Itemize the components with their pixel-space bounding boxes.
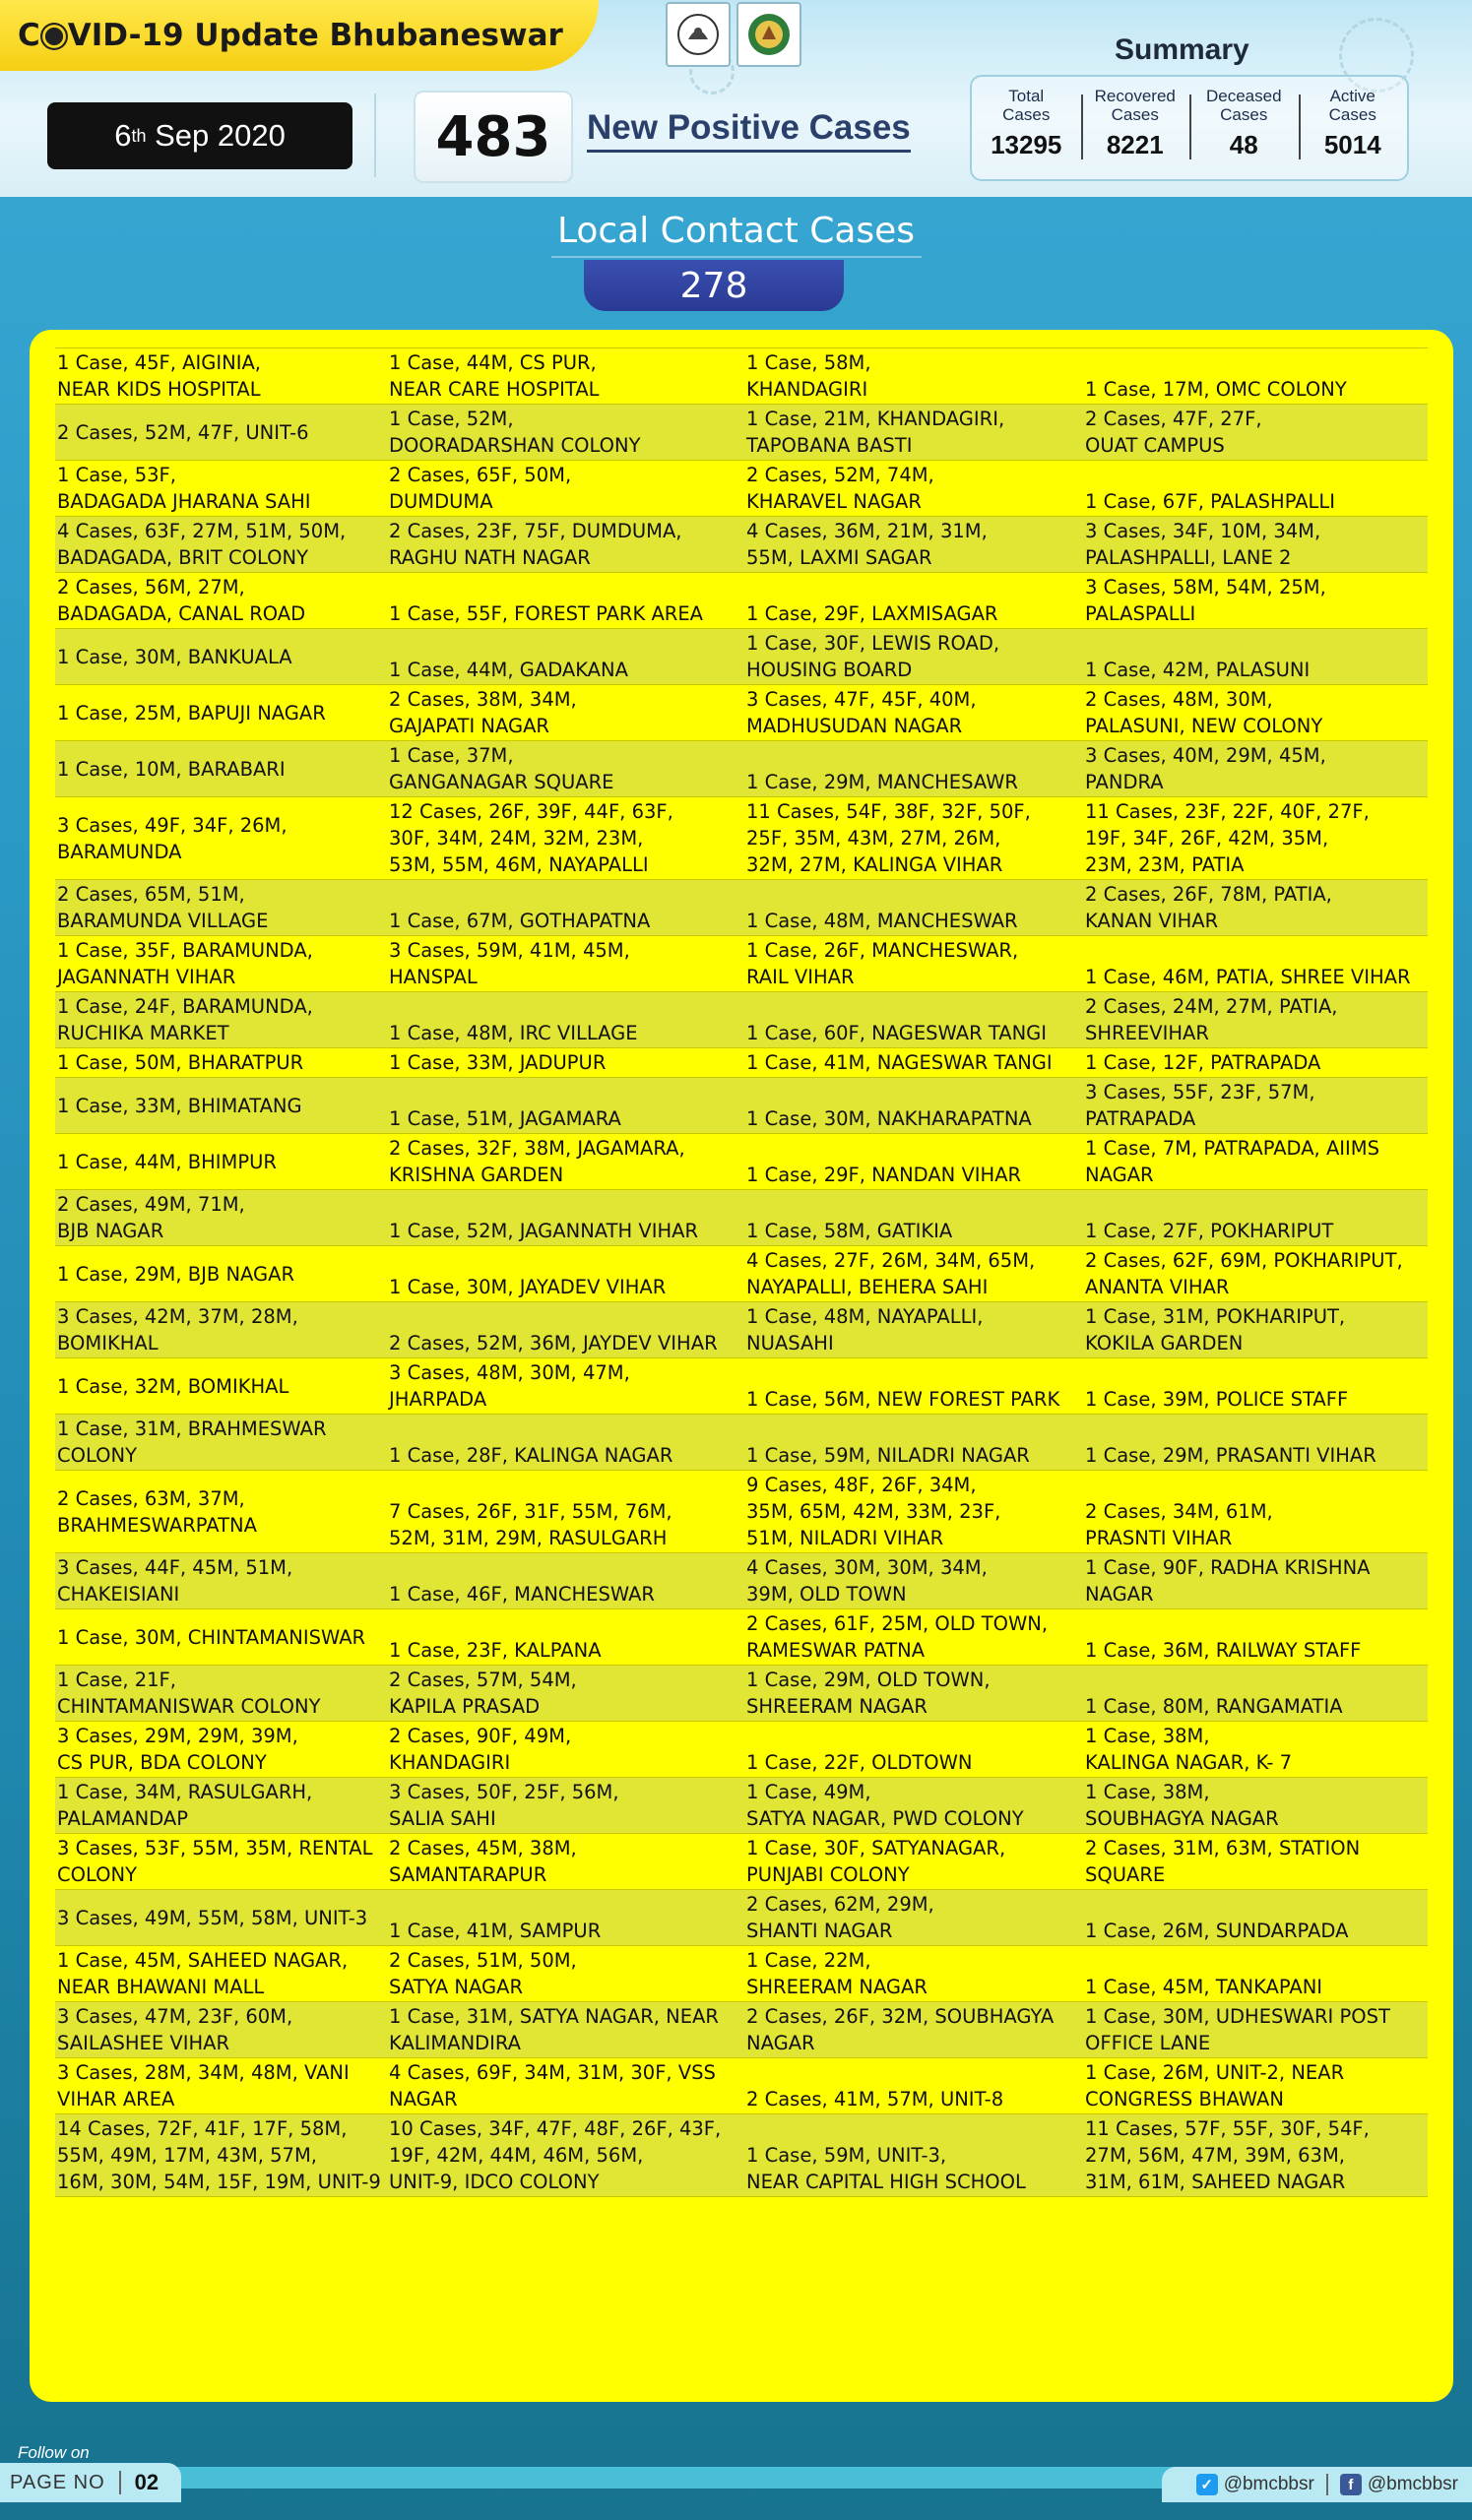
table-cell: 3 Cases, 59M, 41M, 45M, HANSPAL: [389, 939, 630, 988]
table-cell: 1 Case, 27F, POKHARIPUT: [1083, 1190, 1428, 1246]
table-cell: 3 Cases, 40M, 29M, 45M, PANDRA: [1083, 741, 1428, 797]
table-row: [55, 1471, 1428, 1553]
table-cell: 3 Cases, 47M, 23F, 60M, SAILASHEE VIHAR: [55, 2002, 387, 2058]
table-cell: 1 Case, 24F, BARAMUNDA, RUCHIKA MARKET: [55, 992, 387, 1048]
table-cell: 1 Case, 44M, CS PUR, NEAR CARE HOSPITAL: [389, 351, 600, 401]
summary-label: Recovered Cases: [1094, 87, 1176, 124]
table-row: [55, 1048, 1428, 1078]
table-cell: 1 Case, 31M, BRAHMESWAR COLONY: [55, 1415, 387, 1471]
table-row: [55, 1134, 1428, 1190]
table-cell: 3 Cases, 49F, 34F, 26M, BARAMUNDA: [57, 813, 288, 863]
table-row: [55, 1190, 1428, 1246]
table-cell: 1 Case, 35F, BARAMUNDA, JAGANNATH VIHAR: [57, 939, 313, 988]
table-cell: 3 Cases, 42M, 37M, 28M, BOMIKHAL: [55, 1302, 387, 1358]
table-row: [55, 936, 1428, 992]
table-cell: 4 Cases, 27F, 26M, 34M, 65M, NAYAPALLI, BEHERA SAHI: [746, 1249, 1036, 1298]
table-cell: 2 Cases, 57M, 54M, KAPILA PRASAD: [387, 1666, 744, 1722]
table-cell: 1 Case, 29F, LAXMISAGAR: [746, 602, 998, 625]
table-cell: 1 Case, 80M, RANGAMATIA: [1083, 1666, 1428, 1722]
table-cell: 1 Case, 44M, GADAKANA: [387, 629, 744, 685]
table-cell: 1 Case, 33M, JADUPUR: [389, 1051, 607, 1074]
table-cell: 2 Cases, 52M, 47F, UNIT-6: [55, 405, 387, 461]
table-cell: 1 Case, 36M, RAILWAY STAFF: [1085, 1639, 1362, 1662]
table-row: [55, 573, 1428, 629]
table-cell: 2 Cases, 65F, 50M, DUMDUMA: [389, 464, 572, 513]
facebook-link[interactable]: [1340, 2474, 1458, 2495]
table-cell: 1 Case, 67M, GOTHAPATNA: [387, 880, 744, 936]
table-row: [55, 685, 1428, 741]
table-cell: 1 Case, 55F, FOREST PARK AREA: [389, 602, 704, 625]
table-cell: 2 Cases, 26F, 32M, SOUBHAGYA NAGAR: [744, 2002, 1083, 2058]
cases-table: [55, 347, 1428, 2197]
table-cell: 3 Cases, 44F, 45M, 51M, CHAKEISIANI: [55, 1553, 387, 1609]
table-cell: 1 Case, 21F, CHINTAMANISWAR COLONY: [55, 1666, 387, 1722]
table-cell: 2 Cases, 61F, 25M, OLD TOWN, RAMESWAR PATNA: [746, 1612, 1049, 1662]
table-cell: 1 Case, 90F, RADHA KRISHNA NAGAR: [1083, 1553, 1428, 1609]
table-cell: 1 Case, 45M, TANKAPANI: [1085, 1976, 1323, 1998]
table-cell: 1 Case, 59M, NILADRI NAGAR: [744, 1415, 1083, 1471]
table-cell: 1 Case, 30F, SATYANAGAR, PUNJABI COLONY: [746, 1837, 1006, 1886]
page-number-tab: [0, 2463, 181, 2502]
table-cell: 4 Cases, 69F, 34M, 31M, 30F, VSS NAGAR: [389, 2061, 716, 2110]
page-label: PAGE NO: [10, 2471, 105, 2493]
table-cell: 1 Case, 29M, BJB NAGAR: [57, 1262, 295, 1286]
table-cell: 1 Case, 53F, BADAGADA JHARANA SAHI: [57, 464, 311, 513]
local-contact-count: 278: [584, 260, 844, 311]
table-cell: 2 Cases, 45M, 38M, SAMANTARAPUR: [389, 1837, 577, 1886]
summary-value: 5014: [1323, 130, 1381, 159]
table-cell: 2 Cases, 26F, 78M, PATIA, KANAN VIHAR: [1083, 880, 1428, 936]
table-row: [55, 992, 1428, 1048]
table-cell: 11 Cases, 57F, 55F, 30F, 54F, 27M, 56M, 47M, 39M, 63M, 31M, 61M, SAHEED NAGAR: [1083, 2114, 1428, 2197]
table-cell: 1 Case, 52M, DOORADARSHAN COLONY: [387, 405, 744, 461]
table-row: [55, 1834, 1428, 1890]
table-cell: 1 Case, 26F, MANCHESWAR, RAIL VIHAR: [746, 939, 1019, 988]
table-cell: 7 Cases, 26F, 31F, 55M, 76M, 52M, 31M, 29M, RASULGARH: [389, 1500, 672, 1549]
table-cell: 1 Case, 30M, JAYADEV VIHAR: [389, 1276, 667, 1298]
summary-total: [972, 77, 1081, 179]
table-cell: 1 Case, 7M, PATRAPADA, AIIMS NAGAR: [1085, 1137, 1380, 1186]
table-cell: 1 Case, 23F, KALPANA: [389, 1639, 602, 1662]
page-title: [0, 0, 599, 71]
table-row: [55, 2058, 1428, 2114]
summary-active: [1299, 77, 1408, 179]
social-separator: [1326, 2474, 1328, 2495]
table-cell: 1 Case, 22M, SHREERAM NAGAR: [746, 1949, 928, 1998]
table-row: [55, 1778, 1428, 1834]
table-row: [55, 461, 1428, 517]
report-date: [47, 102, 352, 169]
twitter-icon: ✓: [1196, 2474, 1218, 2495]
table-cell: 1 Case, 34M, RASULGARH, PALAMANDAP: [55, 1778, 387, 1834]
local-contact-title: Local Contact Cases: [556, 211, 916, 251]
table-cell: 1 Case, 56M, NEW FOREST PARK: [746, 1388, 1060, 1411]
table-row: [55, 1946, 1428, 2002]
table-cell: 1 Case, 45F, AIGINIA, NEAR KIDS HOSPITAL: [57, 351, 261, 401]
table-cell: 12 Cases, 26F, 39F, 44F, 63F, 30F, 34M, 24M, 32M, 23M, 53M, 55M, 46M, NAYAPALLI: [389, 800, 673, 876]
twitter-handle: @bmcbbsr: [1223, 2474, 1314, 2494]
title-suffix: VID-19 Update Bhubaneswar: [67, 18, 563, 53]
table-cell: 1 Case, 39M, POLICE STAFF: [1085, 1388, 1349, 1411]
table-cell: 1 Case, 22F, OLDTOWN: [746, 1751, 973, 1774]
table-row: [55, 2002, 1428, 2058]
table-row: [55, 2114, 1428, 2197]
table-cell: 1 Case, 30M, NAKHARAPATNA: [744, 1078, 1083, 1134]
table-cell: 1 Case, 38M, SOUBHAGYA NAGAR: [1083, 1778, 1428, 1834]
table-cell: 1 Case, 30F, LEWIS ROAD, HOUSING BOARD: [744, 629, 1083, 685]
table-cell: 3 Cases, 48M, 30M, 47M, JHARPADA: [389, 1361, 630, 1411]
table-cell: 2 Cases, 34M, 61M, PRASNTI VIHAR: [1085, 1500, 1273, 1549]
table-cell: 4 Cases, 63F, 27M, 51M, 50M, BADAGADA, BRIT COLONY: [55, 517, 387, 573]
table-row: [55, 1358, 1428, 1415]
table-row: [55, 1722, 1428, 1778]
table-cell: 2 Cases, 32F, 38M, JAGAMARA, KRISHNA GARDEN: [389, 1137, 685, 1186]
table-cell: 1 Case, 60F, NAGESWAR TANGI: [744, 992, 1083, 1048]
facebook-handle: @bmcbbsr: [1367, 2474, 1458, 2494]
table-row: [55, 1609, 1428, 1666]
table-cell: 1 Case, 12F, PATRAPADA: [1085, 1051, 1321, 1074]
date-suffix: th: [131, 125, 147, 146]
odisha-emblem-icon: [666, 2, 731, 67]
table-cell: 4 Cases, 36M, 21M, 31M, 55M, LAXMI SAGAR: [744, 517, 1083, 573]
table-cell: 1 Case, 21M, KHANDAGIRI, TAPOBANA BASTI: [744, 405, 1083, 461]
table-cell: 14 Cases, 72F, 41F, 17F, 58M, 55M, 49M, 17M, 43M, 57M, 16M, 30M, 54M, 15F, 19M, UNIT-9: [55, 2114, 387, 2197]
summary-deceased: [1189, 77, 1299, 179]
table-cell: 2 Cases, 90F, 49M, KHANDAGIRI: [389, 1725, 572, 1774]
summary-label: Active Cases: [1328, 87, 1376, 124]
table-cell: 1 Case, 48M, IRC VILLAGE: [387, 992, 744, 1048]
table-row: [55, 1078, 1428, 1134]
table-cell: 2 Cases, 51M, 50M, SATYA NAGAR: [389, 1949, 577, 1998]
table-cell: 1 Case, 29F, NANDAN VIHAR: [746, 1164, 1022, 1186]
table-cell: 3 Cases, 55F, 23F, 57M, PATRAPADA: [1083, 1078, 1428, 1134]
page-number: 02: [134, 2470, 160, 2494]
table-row: [55, 629, 1428, 685]
table-cell: 1 Case, 32M, BOMIKHAL: [57, 1374, 289, 1398]
table-row: [55, 1890, 1428, 1946]
table-cell: 1 Case, 46F, MANCHESWAR: [387, 1553, 744, 1609]
table-row: [55, 741, 1428, 797]
table-cell: 3 Cases, 49M, 55M, 58M, UNIT-3: [55, 1890, 387, 1946]
table-row: [55, 1246, 1428, 1302]
table-cell: 1 Case, 33M, BHIMATANG: [55, 1078, 387, 1134]
table-cell: 2 Cases, 41M, 57M, UNIT-8: [746, 2088, 1004, 2110]
table-cell: 10 Cases, 34F, 47F, 48F, 26F, 43F, 19F, 42M, 44M, 46M, 56M, UNIT-9, IDCO COLONY: [387, 2114, 744, 2197]
table-cell: 2 Cases, 23F, 75F, DUMDUMA, RAGHU NATH NAGAR: [387, 517, 744, 573]
table-cell: 1 Case, 30M, UDHESWARI POST OFFICE LANE: [1083, 2002, 1428, 2058]
table-cell: 3 Cases, 50F, 25F, 56M, SALIA SAHI: [387, 1778, 744, 1834]
table-cell: 9 Cases, 48F, 26F, 34M, 35M, 65M, 42M, 33M, 23F, 51M, NILADRI VIHAR: [746, 1474, 1001, 1549]
table-cell: 1 Case, 30M, CHINTAMANISWAR: [57, 1625, 366, 1649]
table-cell: 1 Case, 25M, BAPUJI NAGAR: [57, 701, 326, 724]
table-cell: 3 Cases, 28M, 34M, 48M, VANI VIHAR AREA: [57, 2061, 350, 2110]
table-row: [55, 1415, 1428, 1471]
table-cell: 1 Case, 42M, PALASUNI: [1083, 629, 1428, 685]
table-cell: 2 Cases, 52M, 74M, KHARAVEL NAGAR: [746, 464, 934, 513]
table-row: [55, 348, 1428, 405]
table-cell: 3 Cases, 58M, 54M, 25M, PALASPALLI: [1085, 576, 1326, 625]
summary-value: 8221: [1106, 130, 1164, 159]
table-cell: 1 Case, 10M, BARABARI: [55, 741, 387, 797]
table-cell: 1 Case, 67F, PALASHPALLI: [1085, 490, 1336, 513]
table-cell: 2 Cases, 52M, 36M, JAYDEV VIHAR: [387, 1302, 744, 1358]
table-cell: 1 Case, 38M, KALINGA NAGAR, K- 7: [1085, 1725, 1292, 1774]
virus-icon: [45, 28, 63, 45]
table-cell: 1 Case, 26M, UNIT-2, NEAR CONGRESS BHAWAN: [1085, 2061, 1345, 2110]
title-prefix: C: [18, 18, 40, 53]
summary-label: Deceased Cases: [1205, 87, 1282, 124]
local-contact-underline: [551, 256, 922, 258]
table-cell: 1 Case, 37M, GANGANAGAR SQUARE: [387, 741, 744, 797]
table-cell: 1 Case, 46M, PATIA, SHREE VIHAR: [1085, 966, 1411, 988]
table-cell: 2 Cases, 56M, 27M, BADAGADA, CANAL ROAD: [57, 576, 306, 625]
table-row: [55, 880, 1428, 936]
table-cell: 1 Case, 51M, JAGAMARA: [387, 1078, 744, 1134]
table-cell: 1 Case, 59M, UNIT-3, NEAR CAPITAL HIGH SCHOOL: [744, 2114, 1083, 2197]
table-cell: 4 Cases, 30M, 30M, 34M, 39M, OLD TOWN: [744, 1553, 1083, 1609]
table-row: [55, 797, 1428, 880]
twitter-link[interactable]: [1196, 2474, 1314, 2495]
table-cell: 1 Case, 41M, SAMPUR: [387, 1890, 744, 1946]
table-cell: 2 Cases, 48M, 30M, PALASUNI, NEW COLONY: [1085, 688, 1323, 737]
follow-label: Follow on: [18, 2443, 90, 2462]
table-cell: 1 Case, 29M, PRASANTI VIHAR: [1083, 1415, 1428, 1471]
header-divider: [374, 94, 376, 177]
table-cell: 2 Cases, 65M, 51M, BARAMUNDA VILLAGE: [55, 880, 387, 936]
table-cell: 1 Case, 58M, KHANDAGIRI: [746, 351, 871, 401]
table-cell: 1 Case, 29M, MANCHESAWR: [744, 741, 1083, 797]
table-cell: 1 Case, 44M, BHIMPUR: [57, 1150, 277, 1173]
facebook-icon: f: [1340, 2474, 1362, 2495]
table-cell: 1 Case, 52M, JAGANNATH VIHAR: [387, 1190, 744, 1246]
table-cell: 2 Cases, 63M, 37M, BRAHMESWARPATNA: [57, 1486, 257, 1537]
bmc-logo-icon: [736, 2, 801, 67]
table-cell: 1 Case, 50M, BHARATPUR: [57, 1051, 304, 1074]
table-cell: 1 Case, 49M, SATYA NAGAR, PWD COLONY: [744, 1778, 1083, 1834]
cases-panel: [30, 330, 1453, 2402]
table-cell: 1 Case, 28F, KALINGA NAGAR: [387, 1415, 744, 1471]
header: [0, 0, 1472, 197]
table-cell: 1 Case, 30M, BANKUALA: [55, 629, 387, 685]
table-cell: 3 Cases, 47F, 45F, 40M, MADHUSUDAN NAGAR: [746, 688, 977, 737]
table-row: [55, 1553, 1428, 1609]
summary-value: 48: [1229, 130, 1258, 159]
table-cell: 3 Cases, 34F, 10M, 34M, PALASHPALLI, LANE 2: [1083, 517, 1428, 573]
date-rest: Sep 2020: [155, 118, 286, 153]
table-cell: 1 Case, 58M, GATIKIA: [744, 1190, 1083, 1246]
table-cell: 2 Cases, 47F, 27F, OUAT CAMPUS: [1083, 405, 1428, 461]
date-day: 6: [114, 118, 132, 153]
social-links: [1162, 2467, 1472, 2502]
table-cell: 1 Case, 31M, SATYA NAGAR, NEAR KALIMANDIRA: [387, 2002, 744, 2058]
table-cell: 1 Case, 45M, SAHEED NAGAR, NEAR BHAWANI MALL: [57, 1949, 349, 1998]
table-row: [55, 1666, 1428, 1722]
table-cell: 3 Cases, 29M, 29M, 39M, CS PUR, BDA COLONY: [57, 1725, 298, 1774]
table-cell: 11 Cases, 23F, 22F, 40F, 27F, 19F, 34F, 26F, 42M, 35M, 23M, 23M, PATIA: [1085, 800, 1370, 876]
table-row: [55, 1302, 1428, 1358]
table-cell: 1 Case, 41M, NAGESWAR TANGI: [746, 1051, 1053, 1074]
summary-panel: [970, 75, 1409, 181]
summary-title: Summary: [1115, 33, 1249, 66]
new-cases-label: New Positive Cases: [587, 108, 911, 153]
table-cell: 11 Cases, 54F, 38F, 32F, 50F, 25F, 35M, 43M, 27M, 26M, 32M, 27M, KALINGA VIHAR: [746, 800, 1031, 876]
table-cell: 2 Cases, 62F, 69M, POKHARIPUT, ANANTA VIHAR: [1085, 1249, 1403, 1298]
summary-recovered: [1081, 77, 1190, 179]
table-cell: 2 Cases, 62M, 29M, SHANTI NAGAR: [744, 1890, 1083, 1946]
table-cell: 1 Case, 48M, MANCHESWAR: [744, 880, 1083, 936]
table-row: [55, 517, 1428, 573]
table-cell: 2 Cases, 38M, 34M, GAJAPATI NAGAR: [389, 688, 577, 737]
summary-value: 13295: [991, 130, 1062, 159]
page-separator: [119, 2471, 121, 2494]
table-cell: 1 Case, 29M, OLD TOWN, SHREERAM NAGAR: [744, 1666, 1083, 1722]
table-cell: 2 Cases, 49M, 71M, BJB NAGAR: [55, 1190, 387, 1246]
table-cell: 2 Cases, 31M, 63M, STATION SQUARE: [1085, 1837, 1361, 1886]
table-cell: 1 Case, 17M, OMC COLONY: [1085, 378, 1347, 401]
summary-label: Total Cases: [1002, 87, 1051, 124]
new-cases-count: 483: [414, 91, 573, 183]
table-cell: 1 Case, 48M, NAYAPALLI, NUASAHI: [744, 1302, 1083, 1358]
table-cell: 1 Case, 31M, POKHARIPUT, KOKILA GARDEN: [1083, 1302, 1428, 1358]
table-row: [55, 405, 1428, 461]
table-cell: 2 Cases, 24M, 27M, PATIA, SHREEVIHAR: [1083, 992, 1428, 1048]
table-cell: 3 Cases, 53F, 55M, 35M, RENTAL COLONY: [57, 1837, 373, 1886]
table-cell: 1 Case, 26M, SUNDARPADA: [1083, 1890, 1428, 1946]
